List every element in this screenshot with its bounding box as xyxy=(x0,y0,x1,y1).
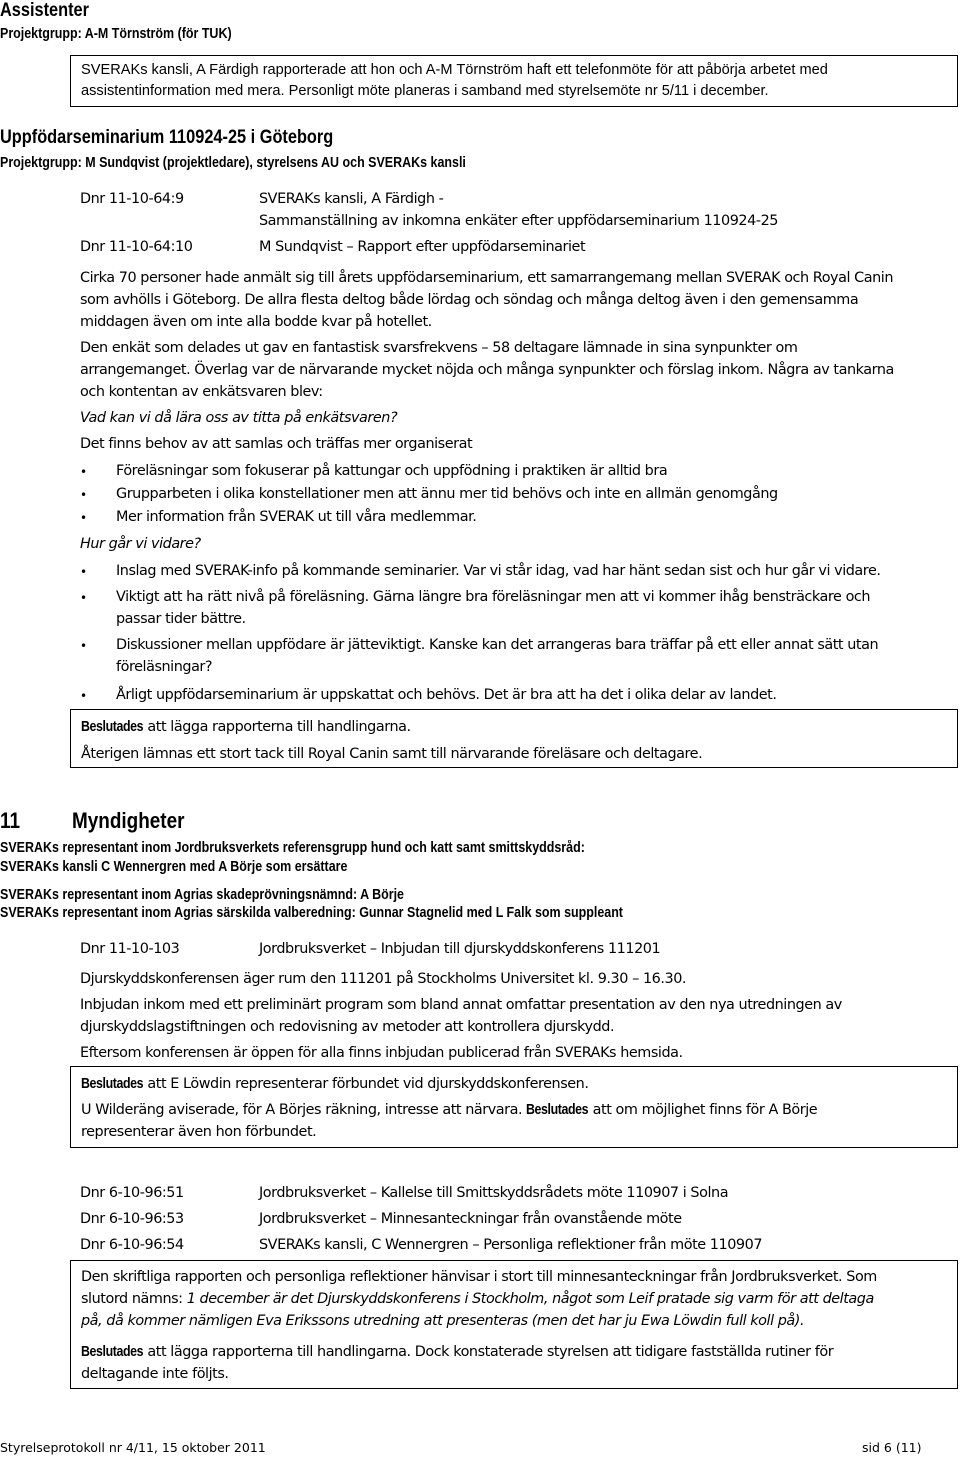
paragraph-line: Det finns behov av att samlas och träffas mer organiserat xyxy=(80,436,473,452)
paragraph-line: arrangemanget. Överlag var de närvarande mycket nöjda och många synpunkter och förslag inkom. Några av tankarna xyxy=(80,362,894,378)
paragraph-line: Eftersom konferensen är öppen för alla finns inbjudan publicerad från SVERAKs hemsida. xyxy=(80,1045,683,1061)
bullet-icon: • xyxy=(80,639,87,653)
decision-box-conference xyxy=(70,1066,958,1148)
bullet-item-cont: passar tider bättre. xyxy=(116,611,246,627)
dnr-text: Sammanställning av inkomna enkäter efter uppfödarseminarium 110924-25 xyxy=(259,213,778,229)
bullet-icon: • xyxy=(80,511,87,525)
decision-keyword: Beslutades xyxy=(81,719,144,735)
representative-line: SVERAKs representant inom Jordbruksverkets referensgrupp hund och katt samt smittskyddsråd: xyxy=(0,840,585,856)
paragraph-line: djurskyddslagstiftningen och redovisning av metoder att kontrollera djurskydd. xyxy=(80,1019,615,1035)
representative-line: SVERAKs kansli C Wennergren med A Börje som ersättare xyxy=(0,859,348,875)
note-line: assistentinformation med mera. Personligt möte planeras i samband med styrelsemöte nr 5/11 i december. xyxy=(81,83,769,99)
section-title-myndigheter: Myndigheter xyxy=(72,808,185,833)
representative-line: SVERAKs representant inom Agrias skadeprövningsnämnd: A Börje xyxy=(0,887,404,903)
bullet-icon: • xyxy=(80,689,87,703)
bullet-item: Inslag med SVERAK-info på kommande seminarier. Var vi står idag, vad har hänt sedan sist och hur går vi vidare. xyxy=(116,563,881,579)
section-number: 11 xyxy=(0,808,21,833)
footer-document-name: Styrelseprotokoll nr 4/11, 15 oktober 2011 xyxy=(0,1440,266,1455)
paragraph-line: Inbjudan inkom med ett preliminärt program som bland annat omfattar presentation av den nya utredningen av xyxy=(80,997,842,1013)
dnr-text: Jordbruksverket – Inbjudan till djurskyddskonferens 111201 xyxy=(259,941,661,957)
decision-line xyxy=(81,716,411,738)
decision-keyword: Beslutades xyxy=(526,1102,589,1118)
bullet-item: Diskussioner mellan uppfödare är jätteviktigt. Kanske kan det arrangeras bara träffar på ett eller annat sätt utan xyxy=(116,637,879,653)
dnr-text: M Sundqvist – Rapport efter uppfödarseminariet xyxy=(259,239,586,255)
question-heading: Hur går vi vidare? xyxy=(80,536,201,552)
decision-box-smittskydd xyxy=(70,1260,958,1389)
bullet-icon: • xyxy=(80,465,87,479)
bullet-item-cont: föreläsningar? xyxy=(116,659,213,675)
dnr-number: Dnr 6-10-96:53 xyxy=(80,1211,184,1227)
thanks-line: Återigen lämnas ett stort tack till Royal Canin samt till närvarande föreläsare och deltagare. xyxy=(81,746,703,762)
dnr-text: Jordbruksverket – Kallelse till Smittskyddsrådets möte 110907 i Solna xyxy=(259,1185,729,1201)
decision-line xyxy=(81,1099,817,1121)
decision-text: att lägga rapporterna till handlingarna. Dock konstaterade styrelsen att tidigare fastställda rutiner för xyxy=(143,1344,834,1360)
paragraph-line xyxy=(81,1288,874,1310)
bullet-item: Grupparbeten i olika konstellationer men att ännu mer tid behövs och inte en allmän genomgång xyxy=(116,486,778,502)
quote-text: på, då kommer nämligen Eva Erikssons utredning att presenteras (men det har ju Ewa Löwdin full koll på). xyxy=(81,1313,805,1329)
bullet-item: Viktigt att ha rätt nivå på föreläsning. Gärna längre bra föreläsningar men att vi kommer ihåg bensträckare och xyxy=(116,589,871,605)
question-heading: Vad kan vi då lära oss av titta på enkätsvaren? xyxy=(80,410,398,426)
decision-line xyxy=(81,1073,588,1095)
bullet-icon: • xyxy=(80,591,87,605)
decision-keyword: Beslutades xyxy=(81,1344,144,1360)
decision-line xyxy=(81,1341,833,1363)
note-line: SVERAKs kansli, A Färdigh rapporterade att hon och A-M Törnström haft ett telefonmöte för att påbörja arbetet med xyxy=(81,62,828,78)
bullet-icon: • xyxy=(80,488,87,502)
decision-line: deltagande inte följts. xyxy=(81,1366,229,1382)
dnr-number: Dnr 11-10-103 xyxy=(80,941,180,957)
note-box-assistenter xyxy=(70,55,958,107)
footer-page-number: sid 6 (11) xyxy=(862,1440,922,1455)
decision-text: att om möjlighet finns för A Börje xyxy=(588,1102,818,1118)
paragraph-line: Cirka 70 personer hade anmält sig till årets uppfödarseminarium, ett samarrangemang mellan SVERAK och Royal Canin xyxy=(80,270,894,286)
representative-line: SVERAKs representant inom Agrias särskilda valberedning: Gunnar Stagnelid med L Falk som suppleant xyxy=(0,905,623,921)
paragraph-line: som avhölls i Göteborg. De allra flesta deltog både lördag och söndag och många deltog även i den gemensamma xyxy=(80,292,859,308)
section-title-assistenter: Assistenter xyxy=(0,0,90,21)
dnr-number: Dnr 6-10-96:51 xyxy=(80,1185,184,1201)
decision-text: att E Löwdin representerar förbundet vid djurskyddskonferensen. xyxy=(143,1076,589,1092)
decision-text: U Wilderäng aviserade, för A Börjes räkning, intresse att närvara. xyxy=(81,1102,527,1118)
paragraph-line: Djurskyddskonferensen äger rum den 111201 på Stockholms Universitet kl. 9.30 – 16.30. xyxy=(80,971,687,987)
bullet-icon: • xyxy=(80,565,87,579)
section-title-seminar: Uppfödarseminarium 110924-25 i Göteborg xyxy=(0,127,334,148)
bullet-item: Årligt uppfödarseminarium är uppskattat och behövs. Det är bra att ha det i olika delar av landet. xyxy=(116,687,777,703)
bullet-item: Föreläsningar som fokuserar på kattungar och uppfödning i praktiken är alltid bra xyxy=(116,463,668,479)
dnr-number: Dnr 11-10-64:10 xyxy=(80,239,193,255)
decision-line: representerar även hon förbundet. xyxy=(81,1124,317,1140)
paragraph-line: och kontentan av enkätsvaren blev: xyxy=(80,384,323,400)
paragraph-line: Den enkät som delades ut gav en fantastisk svarsfrekvens – 58 deltagare lämnade in sina synpunkter om xyxy=(80,340,798,356)
dnr-text: Jordbruksverket – Minnesanteckningar från ovanstående möte xyxy=(259,1211,682,1227)
decision-box-seminar xyxy=(70,709,958,768)
dnr-number: Dnr 6-10-96:54 xyxy=(80,1237,184,1253)
bullet-item: Mer information från SVERAK ut till våra medlemmar. xyxy=(116,509,477,525)
paragraph-line: middagen även om inte alla bodde kvar på hotellet. xyxy=(80,314,432,330)
decision-keyword: Beslutades xyxy=(81,1076,144,1092)
dnr-number: Dnr 11-10-64:9 xyxy=(80,191,184,207)
decision-text: att lägga rapporterna till handlingarna. xyxy=(143,719,411,735)
dnr-text: SVERAKs kansli, C Wennergren – Personliga reflektioner från möte 110907 xyxy=(259,1237,763,1253)
dnr-text: SVERAKs kansli, A Färdigh - xyxy=(259,191,444,207)
project-group-seminar: Projektgrupp: M Sundqvist (projektledare), styrelsens AU och SVERAKs kansli xyxy=(0,155,466,171)
quote-text: 1 december är det Djurskyddskonferens i Stockholm, något som Leif pratade sig varm för att deltaga xyxy=(186,1291,874,1307)
paragraph-line: Den skriftliga rapporten och personliga reflektioner hänvisar i stort till minnesanteckningar från Jordbruksverket. Som xyxy=(81,1269,877,1285)
paragraph-text: slutord nämns: xyxy=(81,1291,187,1307)
project-group-assistenter: Projektgrupp: A-M Törnström (för TUK) xyxy=(0,26,232,42)
